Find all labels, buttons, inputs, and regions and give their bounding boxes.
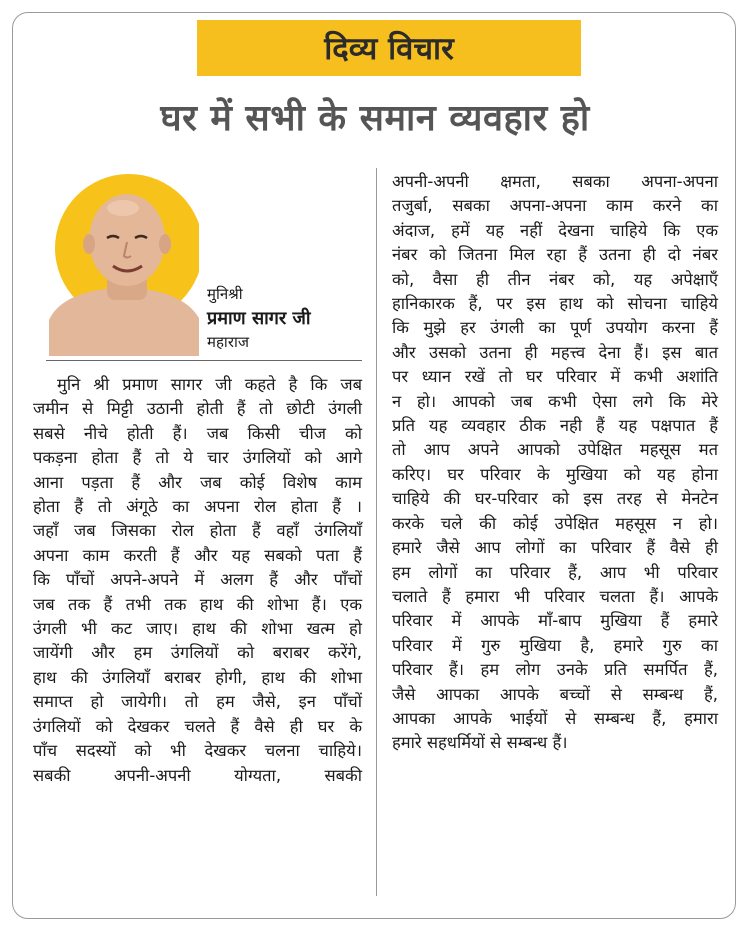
text-line: उंगली भी कट जाए। हाथ की शोभा खत्म हो [33,619,362,639]
text-line: करिए। घर परिवार के मुखिया को यह होना [392,464,718,484]
text-line: पकड़ना होता हैं तो ये चार उंगलियों को आगे [33,448,362,468]
text-line: परिवार में गुरु मुखिया है, हमारे गुरु का [392,635,718,655]
column-divider [376,168,377,896]
byline-rule [46,360,362,361]
text-line: आना पड़ता हैं और जब कोई विशेष काम [33,472,362,492]
text-line: तो आप अपने आपको उपेक्षित महसूस मत [392,440,718,460]
author-byline [207,284,311,353]
portrait-ear-left [83,234,95,254]
section-banner [197,20,581,76]
text-line: कि पाँचों अपने-अपने में अलग हैं और पाँचों [33,570,362,590]
text-line: उंगलियों को देखकर चलते हैं वैसे ही घर के [33,716,362,736]
article-column-2 [392,170,718,756]
text-line: अपनी-अपनी क्षमता, सबका अपना-अपना [392,172,718,191]
portrait-image [49,170,199,356]
text-line: जहाँ जब जिसका रोल होता हैं वहाँ उंगलियाँ [33,521,362,541]
portrait-shine [107,200,139,216]
text-line: मुनि श्री प्रमाण सागर जी कहते है कि जब [57,375,362,394]
text-line: जायेंगी और हम उंगलियों को बराबर करेंगे, [33,643,362,663]
text-line: जब तक हैं तभी तक हाथ की शोभा हैं। एक [33,594,362,614]
author-suffix: महाराज [207,333,249,351]
text-line: चलाते हैं हमारा भी परिवार चलता हैं। आपके [392,586,718,606]
text-line: हम लोगों का परिवार हैं, आप भी परिवार [392,562,718,582]
article-column-1 [33,373,362,788]
text-line: को, वैसा ही तीन नंबर को, यह अपेक्षाएँ [392,269,718,289]
text-line: कि मुझे हर उंगली का पूर्ण उपयोग करना हैं [392,318,718,338]
text-line: पर ध्यान रखें तो घर परिवार में कभी अशांति [392,367,718,387]
section-label: दिव्य विचार [324,31,454,67]
article-headline: घर में सभी के समान व्यवहार हो [160,98,590,139]
text-line: न हो। आपको जब कभी ऐसा लगे कि मेरे [392,391,718,411]
text-line: जमीन से मिट्टी उठानी होती हैं तो छोटी उंगली [33,399,362,419]
text-line: सबकी अपनी-अपनी योग्यता, सबकी [33,765,362,785]
text-line: तजुर्बा, सबका अपना-अपना काम करने का [392,196,718,216]
author-prefix: मुनिश्री [207,285,243,303]
text-line: चाहिये की घर-परिवार को इस तरह से मेनटेन [392,489,718,509]
text-line: हाथ की उंगलियाँ बराबर होगी, हाथ की शोभा [33,667,362,687]
text-line: हानिकारक हैं, पर इस हाथ को सोचना चाहिये [392,294,718,314]
text-line: प्रति यह व्यवहार ठीक नही हैं यह पक्षपात हैं [392,416,718,436]
portrait-ear-right [159,234,171,254]
author-name: प्रमाण सागर जी [207,308,311,329]
text-line: और उसको उतना ही महत्त्व देना हैं। इस बात [392,342,718,362]
text-line: करके चले की कोई उपेक्षित महसूस न हो। [392,513,718,533]
text-line: नंबर को जितना मिल रहा हैं उतना ही दो नंबर [392,245,718,265]
text-line: जैसे आपका आपके बच्चों से सम्बन्ध हैं, [392,684,718,704]
text-line: हमारे जैसे आप लोगों का परिवार हैं वैसे ही [392,538,718,558]
text-line: होता हैं तो अंगूठे का अपना रोल होता हैं । [33,497,362,517]
text-line: परिवार में आपके माँ-बाप मुखिया हैं हमारे [392,611,718,631]
text-line: पाँच सदस्यों को भी देखकर चलना चाहिये। [33,741,362,761]
text-line: हमारे सहधर्मियों से सम्बन्ध हैं। [392,733,568,753]
text-line: अंदाज, हमें यह नहीं देखना चाहिये कि एक [392,220,718,240]
text-line: आपका आपके भाईयों से सम्बन्ध हैं, हमारा [392,708,718,728]
author-portrait [49,170,199,356]
text-line: परिवार हैं। हम लोग उनके प्रति समर्पित हैं, [392,660,718,680]
text-line: सबसे नीचे होती हैं। जब किसी चीज को [33,423,362,443]
text-line: अपना काम करती हैं और यह सबको पता हैं [33,545,362,565]
text-line: समाप्त हो जायेगी। तो हम जैसे, इन पाँचों [33,692,362,712]
